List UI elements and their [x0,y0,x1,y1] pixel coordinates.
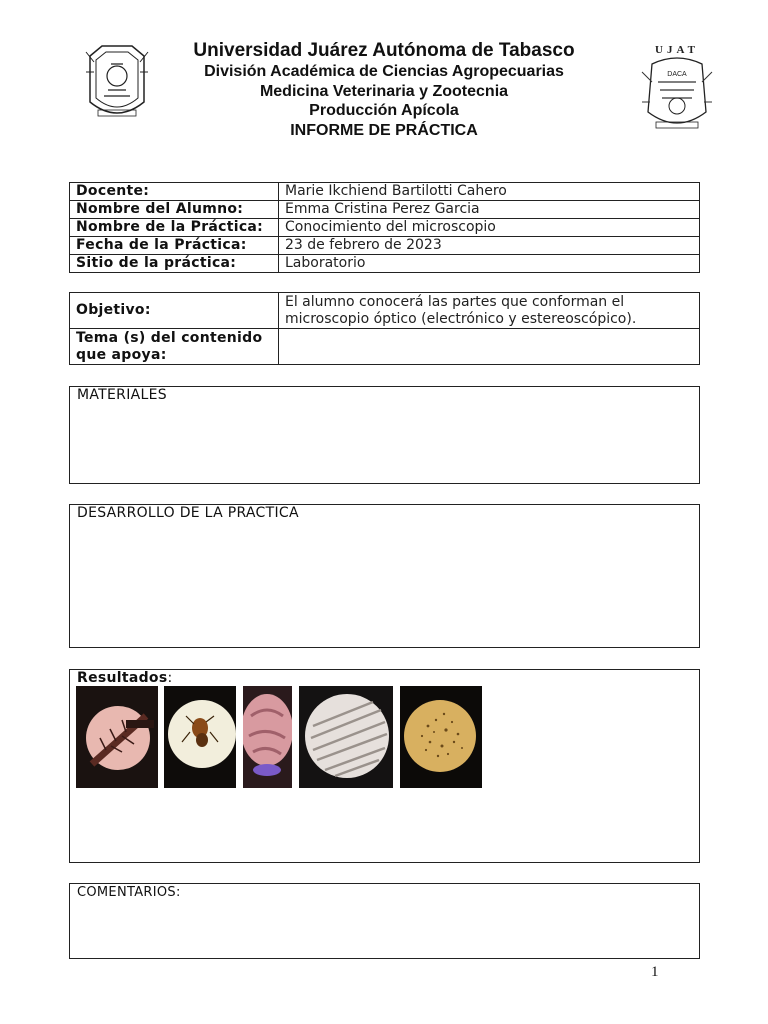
desarrollo-heading: DESARROLLO DE LA PRACTICA [77,505,299,521]
practica-label: Nombre de la Práctica: [70,219,279,237]
program-name: Medicina Veterinaria y Zootecnia [259,82,509,100]
objetivo-value: El alumno conocerá las partes que conforman el microscopio óptico (electrónico y estereoscópico). [279,293,700,329]
alumno-label: Nombre del Alumno: [70,201,279,219]
report-type: INFORME DE PRÁCTICA [290,121,478,139]
docente-label: Docente: [70,183,279,201]
university-name: Universidad Juárez Autónoma de Tabasco [193,40,575,61]
table-row [70,237,700,255]
tema-label: Tema (s) del contenido que apoya: [70,329,279,365]
resultados-section [69,669,700,863]
microscope-photo [299,686,393,788]
docente-value: Marie Ikchiend Bartilotti Cahero [279,183,700,201]
comentarios-section [69,883,700,959]
sitio-label: Sitio de la práctica: [70,255,279,273]
table-row [70,183,700,201]
table-row [70,201,700,219]
table-row [70,329,700,365]
logo-daca-text: DACA [667,71,687,78]
objective-table [69,292,700,365]
microscope-photo [164,686,236,788]
resultados-heading-colon: : [167,670,173,686]
materiales-heading: MATERIALES [77,387,167,403]
comentarios-heading: COMENTARIOS: [77,885,181,900]
resultados-heading-text: Resultados [77,670,168,686]
table-row [70,293,700,329]
table-row [70,219,700,237]
tema-value [279,329,700,365]
page-number: 1 [651,964,659,980]
division-name: División Académica de Ciencias Agropecuarias [204,63,564,80]
alumno-value: Emma Cristina Perez Garcia [279,201,700,219]
microscope-photo [400,686,482,788]
objetivo-label: Objetivo: [70,293,279,329]
microscope-photo [76,686,158,788]
sitio-value: Laboratorio [279,255,700,273]
resultados-heading [77,670,173,687]
course-name: Producción Apícola [309,102,459,119]
practice-info-table [69,182,700,273]
microscope-photo [243,686,292,788]
table-row [70,255,700,273]
materiales-section [69,386,700,484]
fecha-label: Fecha de la Práctica: [70,237,279,255]
fecha-value: 23 de febrero de 2023 [279,237,700,255]
desarrollo-section [69,504,700,648]
practica-value: Conocimiento del microscopio [279,219,700,237]
document-header [0,40,768,140]
logo-ujat-text: UJAT [655,44,699,56]
